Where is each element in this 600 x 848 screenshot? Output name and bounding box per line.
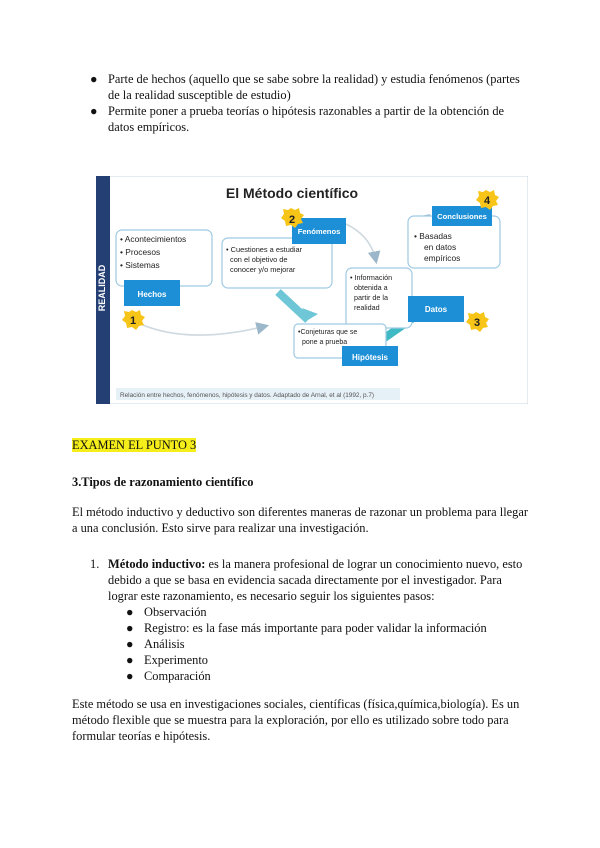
hechos-label: Hechos	[137, 290, 167, 299]
step-item: ● Experimento	[126, 653, 208, 667]
diagram-canvas	[96, 176, 528, 404]
fenomenos-label: Fenómenos	[297, 227, 341, 236]
datos-text: • Información obtenida a partir de la realidad	[350, 273, 393, 312]
exam-note	[72, 437, 196, 453]
hechos-item-3: • Sistemas	[120, 260, 160, 270]
hechos-item-1: • Acontecimientos	[120, 234, 187, 244]
paragraph-2: Este método se usa en investigaciones sociales, científicas (física,química,biología). Es un método flexible que se muestra para la exploración, por ello es utilizado sobre todo para formular teorías e hipótesis.	[72, 697, 520, 743]
section-title-text: 3.Tipos de razonamiento científico	[72, 475, 254, 489]
hechos-item-2: • Procesos	[120, 247, 161, 257]
fenomenos-text: • Cuestiones a estudiar con el objetivo de conocer y/o mejorar	[226, 245, 303, 274]
step-item: ● Comparación	[126, 669, 211, 683]
diagram-title: El Método científico	[225, 185, 359, 201]
intro-bullets	[90, 71, 528, 135]
svg-text:1: 1	[129, 315, 137, 327]
svg-text:2: 2	[288, 214, 296, 226]
step-item: ● Observación	[126, 605, 207, 619]
hipotesis-label: Hipótesis	[351, 353, 389, 362]
realidad-label: REALIDAD	[97, 264, 107, 312]
steps-list	[126, 604, 528, 684]
step-item: ● Registro: es la fase más importante para poder validar la información	[126, 621, 487, 635]
exam-note-text: EXAMEN EL PUNTO 3	[72, 438, 197, 452]
list-number: 1.	[90, 557, 100, 571]
inductive-text: es la manera profesional de lograr un conocimiento nuevo, esto debido a que se basa en evidencia sacada directamente por el investigador. Para lograr este razonamiento, es necesario seguir los siguientes pasos:	[108, 557, 523, 603]
conclusiones-text: • Basadas en datos empíricos	[414, 231, 461, 263]
figure-caption: Relación entre hechos, fenómenos, hipótesis y datos. Adaptado de Arnal, et al (1992, p.7)	[120, 392, 375, 399]
datos-label: Datos	[424, 305, 448, 314]
hipotesis-text: •Conjeturas que se pone a prueba	[298, 329, 358, 346]
svg-text:3: 3	[473, 317, 481, 329]
paragraph-1: El método inductivo y deductivo son diferentes maneras de razonar un problema para llegar a una conclusión. Esto sirve para realizar una investigación.	[72, 505, 528, 535]
scientific-method-diagram	[96, 176, 528, 404]
bullet-item: ● Parte de hechos (aquello que se sabe sobre la realidad) y estudia fenómenos (partes de la realidad susceptible de estudio)	[90, 72, 520, 102]
step-item: ● Análisis	[126, 637, 185, 651]
conclusiones-label: Conclusiones	[437, 212, 487, 221]
inductive-term: Método inductivo:	[108, 557, 206, 571]
inductive-method-item	[90, 556, 528, 684]
section-title	[72, 474, 254, 490]
bullet-item: ● Permite poner a prueba teorías o hipótesis razonables a partir de la obtención de datos empíricos.	[90, 104, 505, 134]
svg-text:4: 4	[483, 195, 491, 207]
